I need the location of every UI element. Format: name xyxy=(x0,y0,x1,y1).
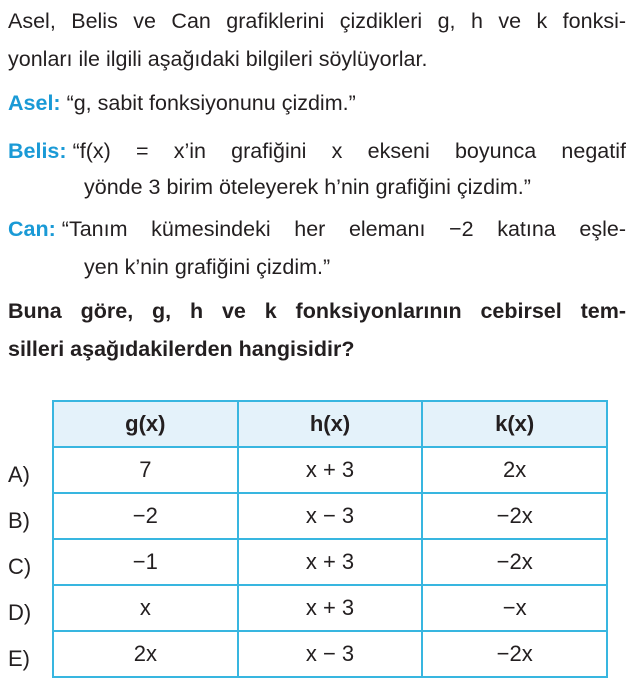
cell-c-h: x + 3 xyxy=(239,540,424,586)
statement-asel-text: “g, sabit fonksiyonunu çizdim.” xyxy=(66,91,356,115)
question-line-1: Buna göre, g, h ve k fonksiyonlarının cebirsel tem- xyxy=(8,299,626,323)
option-c-label[interactable]: C) xyxy=(8,554,32,579)
statement-can-text-1: “Tanım kümesindeki her elemanı −2 katına eşle- xyxy=(61,217,626,241)
table-row xyxy=(54,586,608,632)
statement-can-text-2: yen k’nin grafiğini çizdim.” xyxy=(84,255,331,279)
statement-belis xyxy=(8,138,626,164)
cell-e-k: −2x xyxy=(423,632,608,678)
cell-c-g: −1 xyxy=(54,540,239,586)
cell-d-h: x + 3 xyxy=(239,586,424,632)
statement-asel xyxy=(8,90,356,116)
header-k: k(x) xyxy=(423,402,608,448)
option-e-label[interactable]: E) xyxy=(8,646,30,671)
cell-b-k: −2x xyxy=(423,494,608,540)
speaker-asel: Asel: xyxy=(8,91,61,115)
speaker-belis: Belis: xyxy=(8,139,67,163)
cell-a-k: 2x xyxy=(423,448,608,494)
cell-a-h: x + 3 xyxy=(239,448,424,494)
table-row xyxy=(54,540,608,586)
cell-a-g: 7 xyxy=(54,448,239,494)
cell-d-g: x xyxy=(54,586,239,632)
table-row xyxy=(54,494,608,540)
option-a-label[interactable]: A) xyxy=(8,462,30,487)
cell-d-k: −x xyxy=(423,586,608,632)
option-b-label[interactable]: B) xyxy=(8,508,30,533)
option-d-label[interactable]: D) xyxy=(8,600,32,625)
cell-b-h: x − 3 xyxy=(239,494,424,540)
question-line-2: silleri aşağıdakilerden hangisidir? xyxy=(8,337,355,361)
cell-b-g: −2 xyxy=(54,494,239,540)
table-row xyxy=(54,632,608,678)
speaker-can: Can: xyxy=(8,217,56,241)
statement-belis-text-2: yönde 3 birim öteleyerek h’nin grafiğini çizdim.” xyxy=(84,175,531,199)
cell-e-h: x − 3 xyxy=(239,632,424,678)
cell-e-g: 2x xyxy=(54,632,239,678)
header-h: h(x) xyxy=(239,402,424,448)
header-g: g(x) xyxy=(54,402,239,448)
cell-c-k: −2x xyxy=(423,540,608,586)
intro-line-1: Asel, Belis ve Can grafiklerini çizdikleri g, h ve k fonksi- xyxy=(8,9,626,33)
answer-table xyxy=(52,400,608,678)
table-header-row xyxy=(54,402,608,448)
statement-belis-text-1: “f(x) = x’in grafiğini x ekseni boyunca negatif xyxy=(72,139,626,163)
table-row xyxy=(54,448,608,494)
statement-can xyxy=(8,216,626,242)
intro-line-2: yonları ile ilgili aşağıdaki bilgileri söylüyorlar. xyxy=(8,47,428,71)
